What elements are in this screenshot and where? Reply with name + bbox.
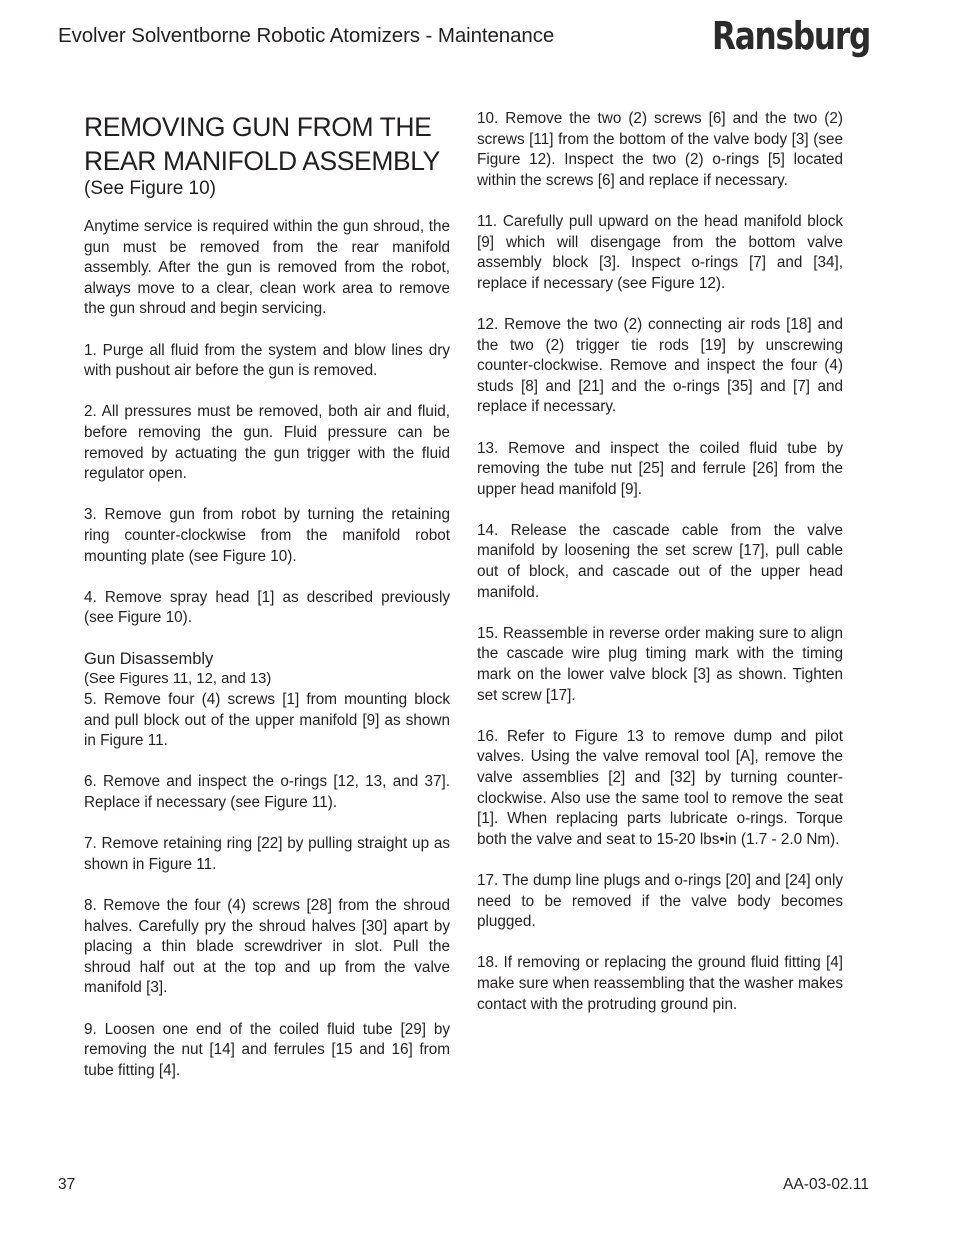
page-header-title: Evolver Solventborne Robotic Atomizers - Maintenance xyxy=(58,24,555,47)
step-6: 6. Remove and inspect the o-rings [12, 13, and 37]. Replace if necessary (see Figure 11). xyxy=(84,773,450,812)
gun-disassembly-heading: Gun Disassembly xyxy=(84,650,214,669)
step-7: 7. Remove retaining ring [22] by pulling straight up as shown in Figure 11. xyxy=(84,835,450,873)
page-number: 37 xyxy=(58,1176,76,1193)
step-13: 13. Remove and inspect the coiled fluid tube by removing the tube nut [25] and ferrule [26] from the upper head manifold [9]. xyxy=(477,439,843,498)
section-title-line-1: REMOVING GUN FROM THE xyxy=(84,112,432,142)
step-14: 14. Release the cascade cable from the valve manifold by loosening the set screw [17], pull cable out of block, and cascade out of the upper head manifold. xyxy=(477,521,843,601)
intro-paragraph: Anytime service is required within the gun shroud, the gun must be removed from the rear manifold assembly. After the gun is removed from the robot, always move to a clear, clean work area to remove the gun shroud and begin servicing. xyxy=(84,218,450,318)
section-title-line-2: REAR MANIFOLD ASSEMBLY xyxy=(84,146,440,176)
step-17: 17. The dump line plugs and o-rings [20] and [24] only need to be removed if the valve body becomes plugged. xyxy=(477,871,843,931)
step-11: 11. Carefully pull upward on the head manifold block [9] which will disengage from the bottom valve assembly block [3]. Inspect o-rings [7] and [34], replace if necessary (see Figure 12). xyxy=(477,212,843,292)
step-16: 16. Refer to Figure 13 to remove dump and pilot valves. Using the valve removal tool [A], remove the valve assemblies [2] and [32] by turning counter-clockwise. Also use the same tool to remove the seat [1]. When replacing parts lubricate o-rings. Torque both the valve and seat to 15-20 lbs•in (1.7 - 2.0 Nm). xyxy=(477,727,843,848)
step-18: 18. If removing or replacing the ground fluid fitting [4] make sure when reassembling that the washer makes contact with the protruding ground pin. xyxy=(477,954,843,1013)
left-column xyxy=(84,108,450,1102)
step-5: 5. Remove four (4) screws [1] from mounting block and pull block out of the upper manifold [9] as shown in Figure 11. xyxy=(84,691,450,750)
document-code: AA-03-02.11 xyxy=(783,1176,869,1193)
step-15: 15. Reassemble in reverse order making sure to align the cascade wire plug timing mark with the timing mark on the lower valve block [3] as shown. Tighten set screw [17]. xyxy=(477,624,843,704)
section-subtitle: (See Figure 10) xyxy=(84,178,217,199)
step-2: 2. All pressures must be removed, both air and fluid, before removing the gun. Fluid pressure can be removed by actuating the gun trigger with the fluid regulator open. xyxy=(84,403,450,483)
step-9: 9. Loosen one end of the coiled fluid tube [29] by removing the nut [14] and ferrules [15 and 16] from tube fitting [4]. xyxy=(84,1020,450,1079)
step-1: 1. Purge all fluid from the system and blow lines dry with pushout air before the gun is removed. xyxy=(84,341,450,380)
step-3: 3. Remove gun from robot by turning the retaining ring counter-clockwise from the manifold robot mounting plate (see Figure 10). xyxy=(84,506,450,565)
ransburg-logo: Ransburg xyxy=(712,14,871,58)
gun-disassembly-note: (See Figures 11, 12, and 13) xyxy=(84,671,272,688)
step-10: 10. Remove the two (2) screws [6] and the two (2) screws [11] from the bottom of the valve body [3] (see Figure 12). Inspect the two (2) o-rings [5] located within the screws [6] and replace if necessary. xyxy=(477,110,843,189)
step-12: 12. Remove the two (2) connecting air rods [18] and the two (2) trigger tie rods [19] by unscrewing counter-clockwise. Remove and inspect the four (4) studs [8] and [21] and the o-rings [35] and [7] and replace if necessary. xyxy=(477,315,843,416)
right-column xyxy=(477,109,843,1036)
step-8: 8. Remove the four (4) screws [28] from the shroud halves. Carefully pry the shroud halves [30] apart by placing a thin blade screwdriver in slot. Pull the shroud half out at the top and up from the valve manifold [3]. xyxy=(84,897,450,997)
step-4: 4. Remove spray head [1] as described previously (see Figure 10). xyxy=(84,588,450,627)
section-title xyxy=(84,110,450,178)
